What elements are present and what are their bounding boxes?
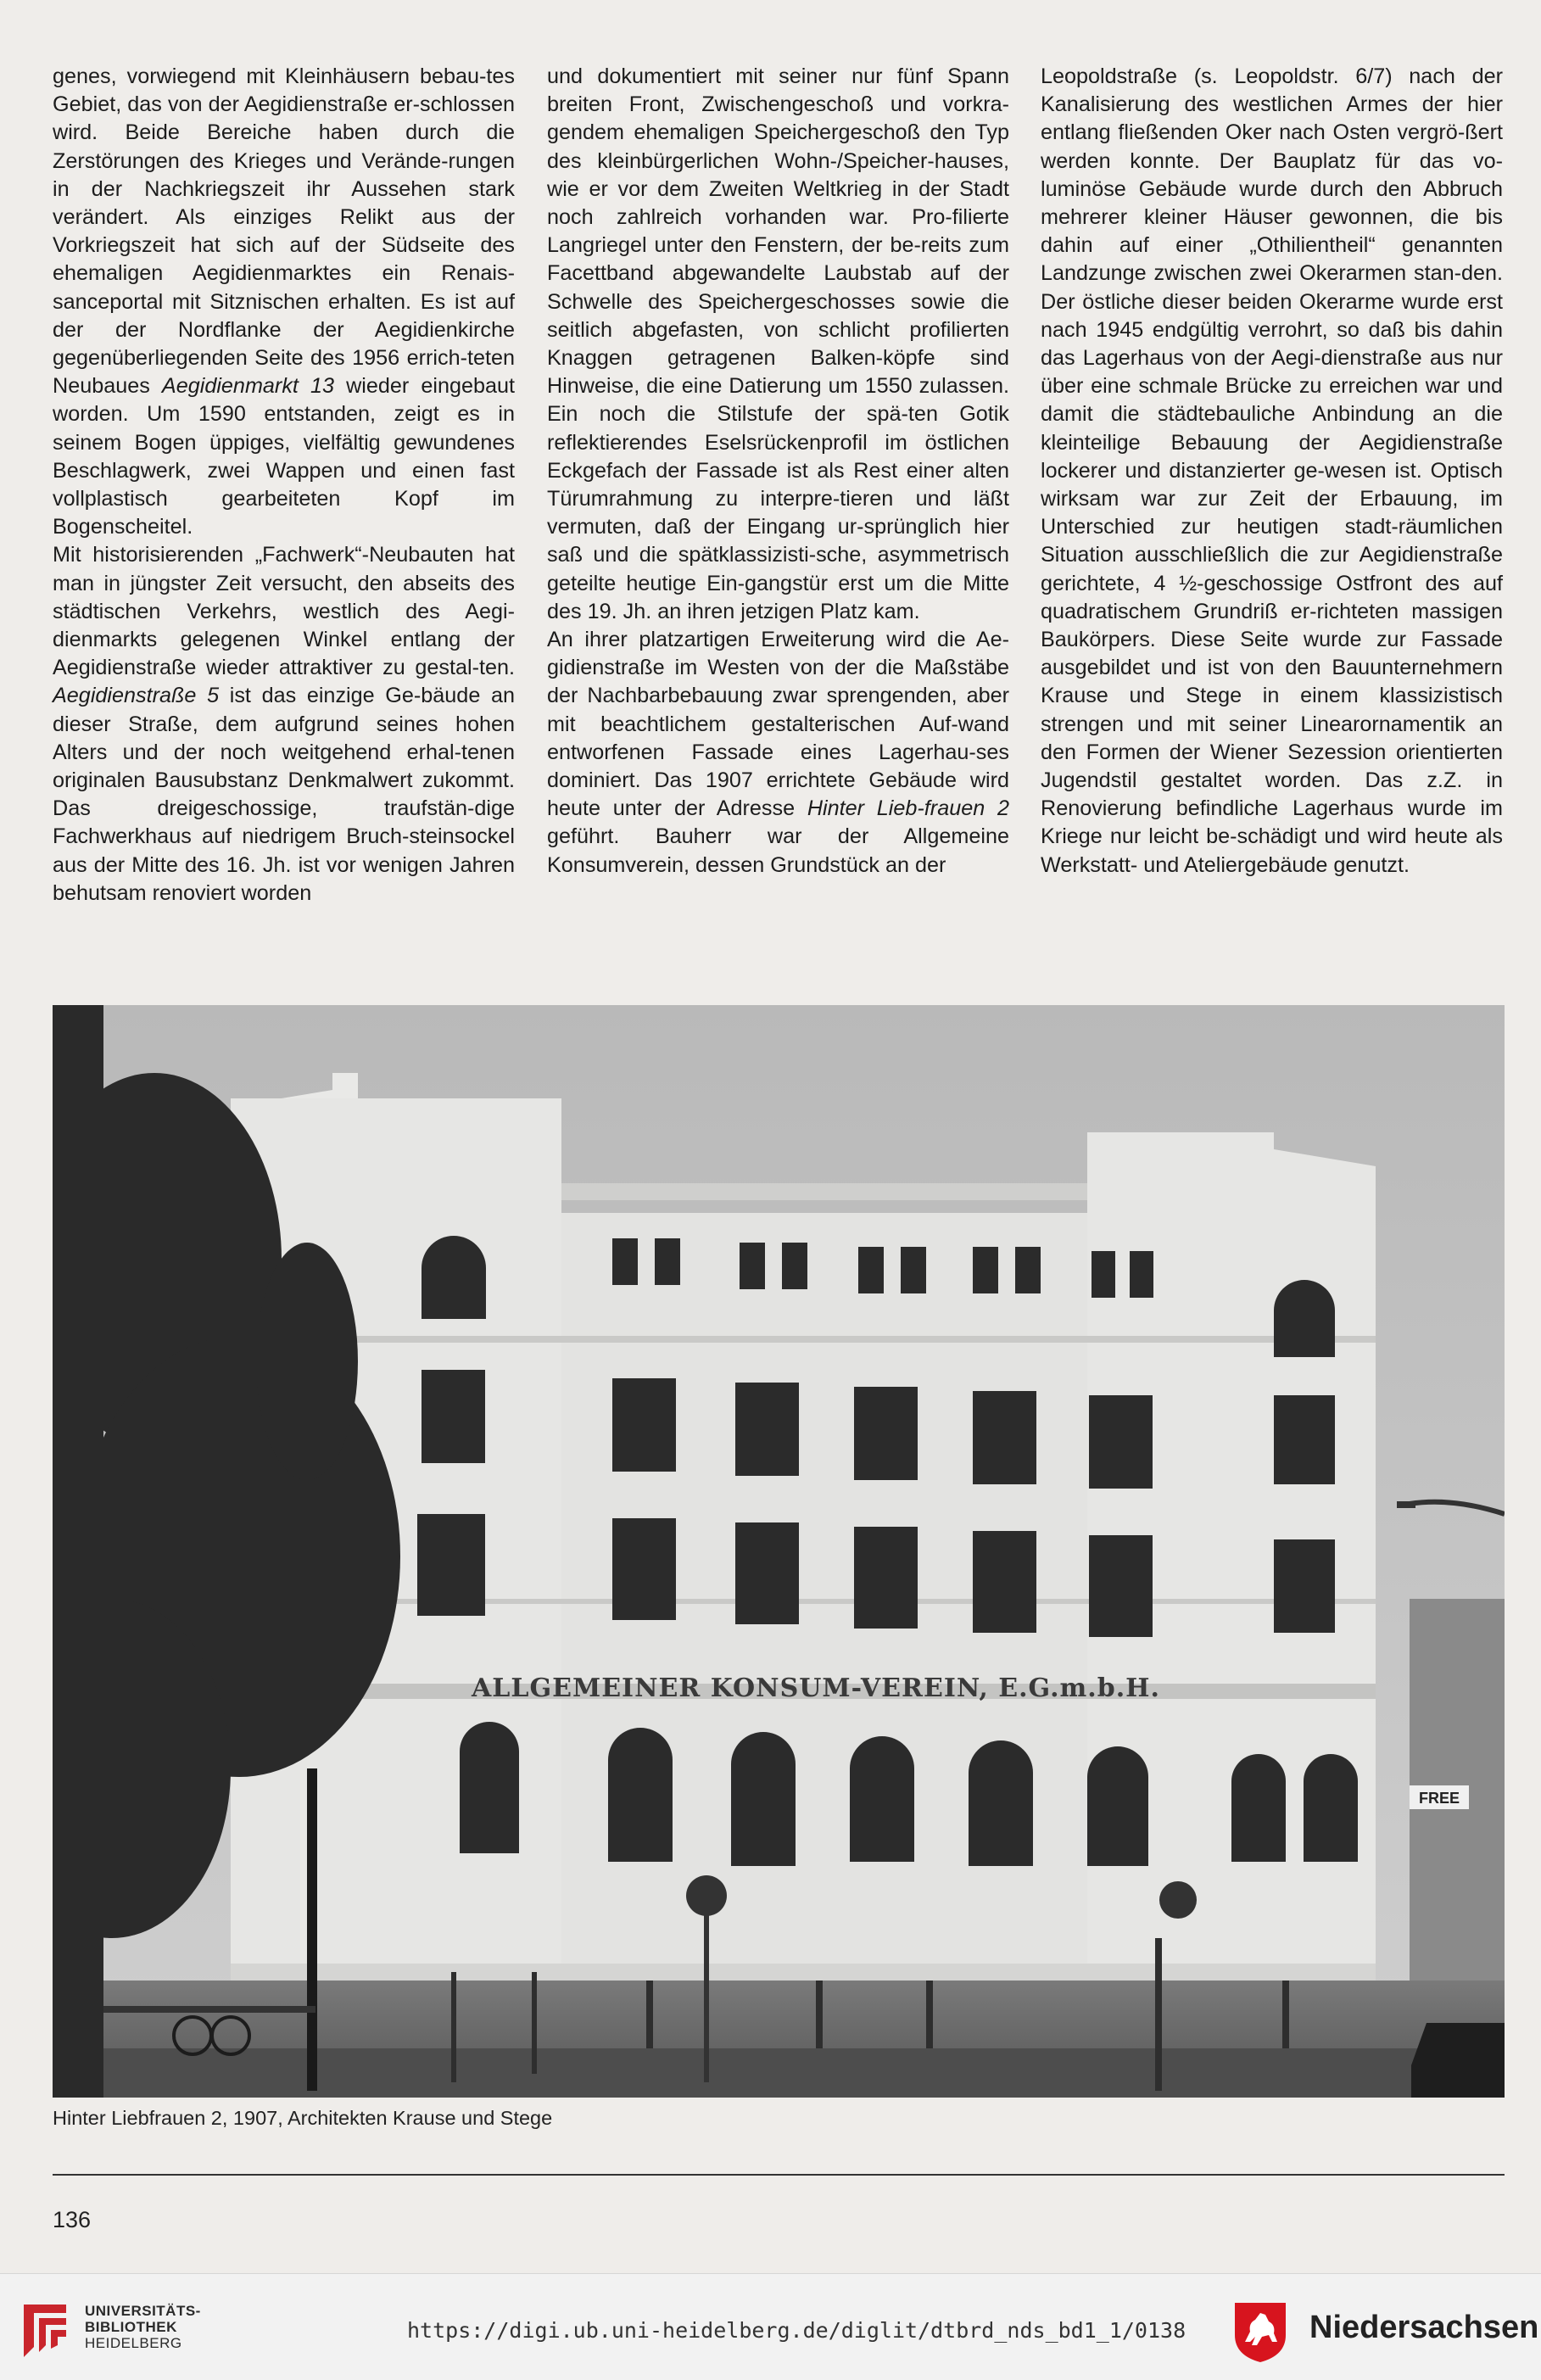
text-column-2	[547, 63, 1009, 880]
text-column-1	[53, 63, 515, 908]
text-run: wieder eingebaut worden. Um 1590 entstanden, zeigt es in seinem Bogen üppiges, vielfältig gewundenes Beschlagwerk, zwei Wappen und einen fast vollplastisch gearbeiteten Kopf im Bogenscheitel.	[53, 374, 515, 539]
building-photograph	[53, 1005, 1505, 2098]
text-run: ist das einzige Ge-bäude an dieser Straße, dem aufgrund seines hohen Alters und der noch weitgehend erhal-tenen originalen Bausubstanz Denkmalwert zukommt. Das dreigeschossige, traufstän-dige Fachwerkhaus auf niedrigem Bruch-steinsockel aus der Mitte des 16. Jh. ist vor wenigen Jahren behutsam renoviert worden	[53, 684, 515, 905]
university-library-logo-icon[interactable]	[15, 2298, 75, 2362]
library-line: UNIVERSITÄTS-	[85, 2303, 201, 2319]
building-facade	[231, 1073, 1376, 2053]
facade-sign: ALLGEMEINER KONSUM-VEREIN, E.G.m.b.H.	[472, 1673, 1160, 1703]
state-name: Niedersachsen	[1309, 2310, 1539, 2345]
library-line: BIBLIOTHEK	[85, 2319, 177, 2335]
page-number: 136	[53, 2207, 92, 2232]
library-line: HEIDELBERG	[85, 2335, 182, 2351]
paragraph	[547, 626, 1009, 880]
address-italic: Hinter Lieb-frauen 2	[807, 796, 1009, 821]
text-run: Leopoldstraße (s. Leopoldstr. 6/7) nach der Kanalisierung des westlichen Armes der hier entlang fließenden Oker nach Osten vergrö-ßert werden konnte. Der Bauplatz für das vo-luminöse Gebäude wurde durch den Abbruch mehrerer kleiner Häuser gewonnen, die bis dahin auf einer „Othilientheil“ genannten Landzunge zwischen zwei Okerarmen stan-den. Der östliche dieser beiden Okerarme wurde erst nach 1945 endgültig verrohrt, so daß bis dahin das Lagerhaus von der Aegi-dienstraße aus nur über eine schmale Brücke zu erreichen war und damit die städtebauliche Anbindung an die kleinteilige Bebauung der Aegidienstraße lockerer und distanzierter ge-wesen ist. Optisch wirksam war zur Zeit der Erbauung, im Unterschied zur heutigen stadt-räumlichen Situation ausschließlich die zur Aegidienstraße gerichtete, 4 ½-geschossige Ostfront des auf quadratischem Grundriß er-richteten massigen Baukörpers. Diese Seite wurde zur Fassade ausgebildet und ist von den Bauunternehmern Krause und Stege in einem klassizistisch strengen und mit seiner Linearornamentik an den Formen der Wiener Sezession orientierten Jugendstil gestaltet worden. Das z.Z. in Renovierung befindliche Lagerhaus wurde im Kriege nur leicht be-schädigt und wird heute als Werkstatt- und Ateliergebäude genutzt.	[1041, 64, 1503, 877]
address-italic: Aegidienmarkt 13	[161, 374, 334, 399]
niedersachsen-horse-icon[interactable]	[1231, 2299, 1289, 2364]
text-run: geführt. Bauherr war der Allgemeine Konsumverein, dessen Grundstück an der	[547, 824, 1009, 877]
digitization-footer	[0, 2273, 1541, 2380]
photo-caption: Hinter Liebfrauen 2, 1907, Architekten Krause und Stege	[53, 2107, 553, 2129]
shop-sign: FREE	[1418, 1790, 1460, 1807]
text-run: genes, vorwiegend mit Kleinhäusern bebau-tes Gebiet, das von der Aegidienstraße er-schlossen wird. Beide Bereiche haben durch die Zerstörungen des Krieges und Verände-rungen in der Nachkriegszeit ihr Aussehen stark verändert. Als einziges Relikt aus der Vorkriegszeit hat sich auf der Südseite des ehemaligen Aegidienmarktes ein Renais-sanceportal mit Sitznischen erhalten. Es ist auf der der Nordflanke der Aegidienkirche gegenüberliegenden Seite des 1956 errich-teten Neubaues	[53, 64, 515, 399]
text-run: und dokumentiert mit seiner nur fünf Spann breiten Front, Zwischengeschoß und vorkra-gendem ehemaligen Speichergeschoß den Typ des kleinbürgerlichen Wohn-/Speicher-hauses, wie er vor dem Zweiten Weltkrieg in der Stadt noch zahlreich vorhanden war. Pro-filierte Langriegel unter den Fenstern, der be-reits zum Facettband abgewandelte Laubstab auf der Schwelle des Speichergeschosses sowie die seitlich abgefasten, von schlicht profilierten Knaggen getragenen Balken-köpfe sind Hinweise, die eine Datierung um 1550 zulassen. Ein noch die Stilstufe der spä-ten Gotik reflektierendes Eselsrückenprofil im östlichen Eckgefach der Fassade ist als Rest einer alten Türumrahmung zu interpre-tieren und läßt vermuten, daß der Eingang ur-sprünglich hier saß und die spätklassizisti-sche, asymmetrisch geteilte heutige Ein-gangstür erst um die Mitte des 19. Jh. an ihren jetzigen Platz kam.	[547, 64, 1009, 623]
address-italic: Aegidienstraße 5	[53, 684, 220, 708]
paragraph	[53, 541, 515, 908]
footer-rule	[53, 2174, 1505, 2176]
university-library-name	[85, 2303, 201, 2351]
paragraph	[1041, 63, 1503, 880]
text-column-3	[1041, 63, 1503, 880]
paragraph	[547, 63, 1009, 626]
text-run: An ihrer platzartigen Erweiterung wird die Ae-gidienstraße im Westen von der die Maßstäbe der Nachbarbebauung zwar sprengenden, aber mit beachtlichem gestalterischen Auf-wand entworfenen Fassade eines Lagerhau-ses dominiert. Das 1907 errichtete Gebäude wird heute unter der Adresse	[547, 628, 1009, 821]
paragraph	[53, 63, 515, 541]
text-run: Mit historisierenden „Fachwerk“-Neubauten hat man in jüngster Zeit versucht, den abseits des städtischen Verkehrs, westlich des Aegi-dienmarkts gelegenen Winkel entlang der Aegidienstraße wieder attraktiver zu gestal-ten.	[53, 543, 515, 680]
permalink-url[interactable]: https://digi.ub.uni-heidelberg.de/diglit/dtbrd_nds_bd1_1/0138	[407, 2318, 1186, 2343]
